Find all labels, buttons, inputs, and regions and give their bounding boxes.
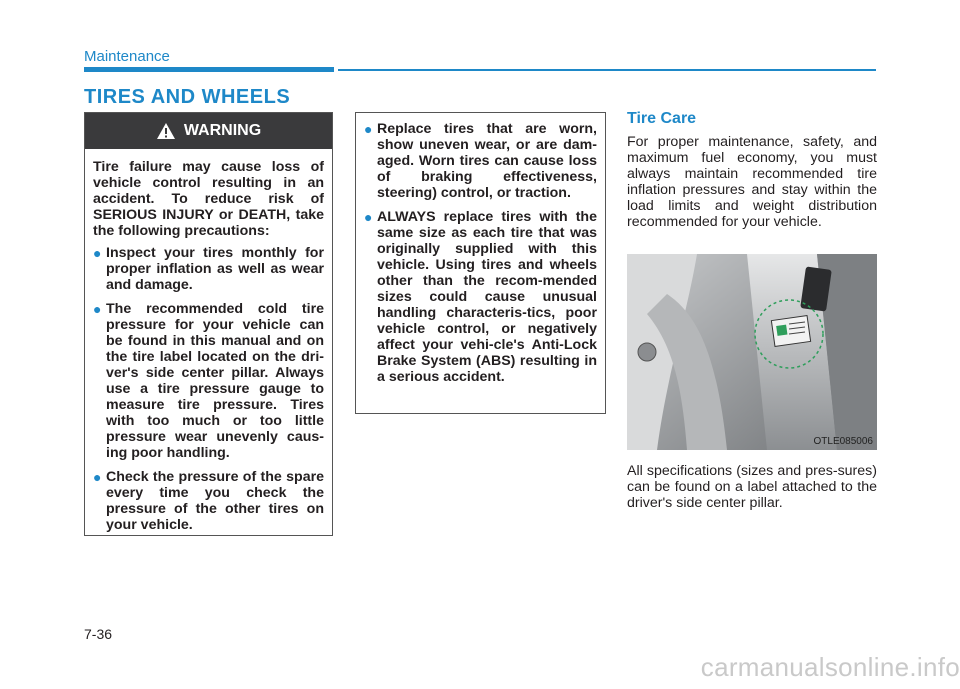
header-accent-bar (84, 67, 334, 72)
warning-body (85, 149, 332, 547)
continued-bullet-list (364, 121, 597, 385)
bullet-icon: ● (93, 301, 102, 317)
warning-box (84, 112, 333, 536)
list-item (364, 209, 597, 385)
list-item (93, 469, 324, 533)
page-title: TIRES AND WHEELS (84, 86, 291, 108)
bullet-text: Check the pressure of the spare every time you check the pressure of the other tires on your vehicle. (106, 469, 324, 533)
list-item (93, 245, 324, 293)
image-caption: OTLE085006 (813, 436, 873, 447)
warning-header (85, 113, 332, 149)
header-rule (338, 69, 876, 71)
warning-continued-box (355, 112, 606, 414)
bullet-icon: ● (93, 469, 102, 485)
warning-triangle-icon (156, 122, 176, 140)
tire-care-body: For proper maintenance, safety, and maximum fuel economy, you must always maintain recommended tire inflation pressures and stay within the load limits and weight distribution recommended for your vehicle. (627, 134, 877, 230)
bullet-icon: ● (364, 209, 373, 225)
specs-text: All specifications (sizes and pres-sures) can be found on a label attached to the driver's side center pillar. (627, 463, 877, 511)
warning-bullet-list (93, 245, 324, 533)
warning-intro: Tire failure may cause loss of vehicle control resulting in an accident. To reduce risk of SERIOUS INJURY or DEATH, take the following precautions: (93, 159, 324, 239)
bullet-text: Replace tires that are worn, show uneven wear, or are dam-aged. Worn tires can cause loss of braking effectiveness, steering) control, or traction. (377, 121, 597, 201)
page-number: 7-36 (84, 626, 113, 642)
tire-label-photo (627, 254, 877, 450)
door-pillar-illustration (627, 254, 877, 450)
watermark: carmanualsonline.info (700, 652, 960, 682)
bullet-text: The recommended cold tire pressure for your vehicle can be found in this manual and on the tire label located on the dri-ver's side center pillar. Always use a tire pressure gauge to measure tire pressure. Tires with too much or too little pressure wear unevenly caus-ing poor handling. (106, 301, 324, 461)
section-header: Maintenance (84, 48, 170, 65)
list-item (364, 121, 597, 201)
bullet-icon: ● (364, 121, 373, 137)
list-item (93, 301, 324, 461)
bullet-text: ALWAYS replace tires with the same size as each tire that was originally supplied with this vehicle. Using tires and wheels other than the recom-mended sizes could cause unusual handling characteris-tics, poor vehicle control, or negatively affect your vehi-cle's Anti-Lock Brake System (ABS) resulting in a serious accident. (377, 209, 597, 385)
warning-continued-body (356, 113, 605, 399)
tire-care-heading: Tire Care (627, 110, 697, 127)
bullet-text: Inspect your tires monthly for proper inflation as well as wear and damage. (106, 245, 324, 293)
warning-heading: WARNING (183, 122, 262, 139)
bullet-icon: ● (93, 245, 102, 261)
